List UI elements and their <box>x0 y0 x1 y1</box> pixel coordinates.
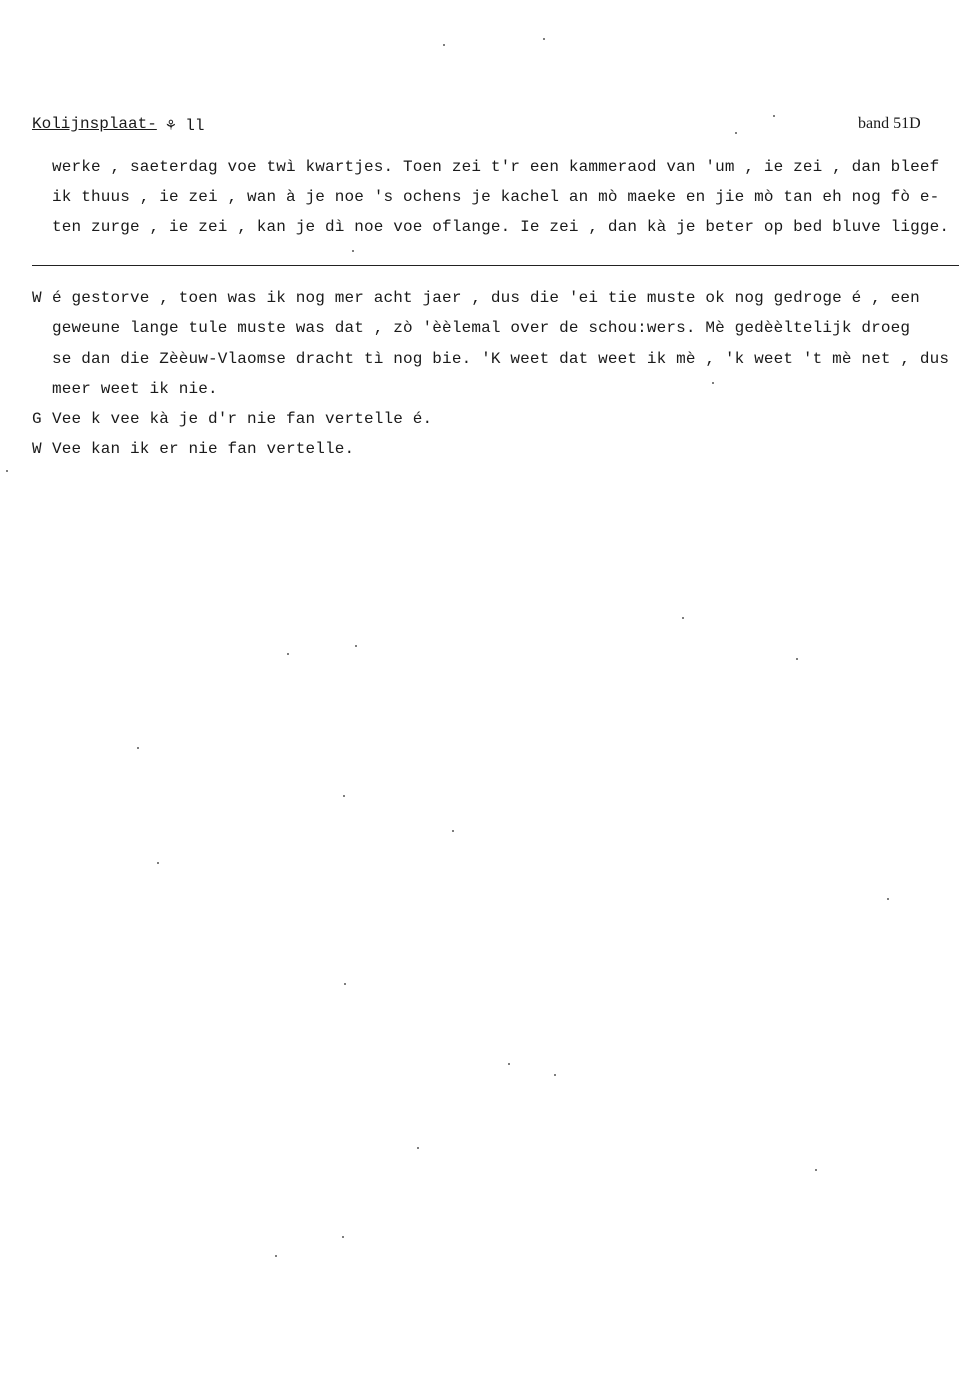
scan-speck <box>355 645 357 647</box>
scan-speck <box>343 795 345 797</box>
scan-speck <box>287 653 289 655</box>
scan-speck <box>543 38 545 40</box>
speaker-label: W <box>32 289 42 307</box>
band-label: band 51D <box>858 115 921 132</box>
scan-speck <box>508 1063 510 1065</box>
scan-speck <box>275 1255 277 1257</box>
text-line: ik thuus , ie zei , wan à je noe 's ochens je kachel an mò maeke en jie mò tan eh nog fò e- <box>52 188 940 206</box>
speaker-label: G <box>32 410 42 428</box>
handwritten-mark: ⚘ ll <box>166 117 205 135</box>
speaker-label: W <box>32 440 42 458</box>
scan-speck <box>887 898 889 900</box>
scan-speck <box>554 1074 556 1076</box>
scan-speck <box>443 44 445 46</box>
section-divider <box>32 265 959 266</box>
text-line: Vee kan ik er nie fan vertelle. <box>52 440 355 458</box>
scan-speck <box>137 747 139 749</box>
text-line: geweune lange tule muste was dat , zò 'èèlemal over de schou:wers. Mè gedèèltelijk droeg <box>52 319 911 337</box>
scan-speck <box>342 1236 344 1238</box>
text-line: ten zurge , ie zei , kan je dì noe voe oflange. Ie zei , dan kà je beter op bed bluve ligge. <box>52 218 950 236</box>
text-line: se dan die Zèèuw-Vlaomse dracht tì nog bie. 'K weet dat weet ik mè , 'k weet 't mè net , dus <box>52 350 950 368</box>
text-line: Vee k vee kà je d'r nie fan vertelle é. <box>52 410 433 428</box>
scan-speck <box>157 862 159 864</box>
scan-speck <box>773 115 775 117</box>
scan-speck <box>352 250 354 252</box>
scan-speck <box>452 830 454 832</box>
text-line: werke , saeterdag voe twì kwartjes. Toen zei t'r een kammeraod van 'um , ie zei , dan bleef <box>52 158 940 176</box>
document-title: Kolijnsplaat- <box>32 115 157 133</box>
scan-speck <box>6 470 8 472</box>
scan-speck <box>682 617 684 619</box>
text-line: é gestorve , toen was ik nog mer acht jaer , dus die 'ei tie muste ok nog gedroge é , een <box>52 289 920 307</box>
scan-speck <box>712 382 714 384</box>
scan-speck <box>796 658 798 660</box>
scan-speck <box>735 132 737 134</box>
scan-speck <box>344 983 346 985</box>
scan-speck <box>417 1147 419 1149</box>
scan-speck <box>815 1169 817 1171</box>
text-line: meer weet ik nie. <box>52 380 218 398</box>
